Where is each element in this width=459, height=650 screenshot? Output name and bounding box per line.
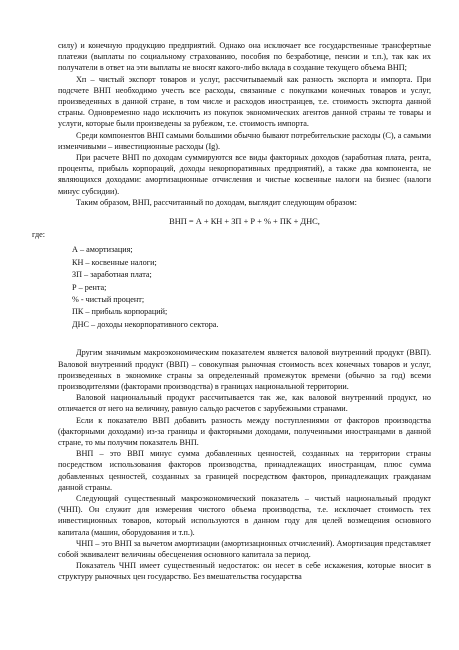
paragraph-thus: Таким образом, ВНП, рассчитанный по доходам, выглядит следующим образом: <box>76 197 357 207</box>
definition-item: % - чистый процент; <box>72 295 145 305</box>
paragraph-nnp-drawback: Показатель ЧНП имеет существенный недостаток: он несет в себе искажения, которые вносит в структуру рыночных цен государство. Без вмешательства государства <box>58 561 431 582</box>
definition-item: ПК – прибыль корпораций; <box>72 307 168 317</box>
definition-item: Р – рента; <box>72 282 107 292</box>
definition-item: ДНС – доходы некорпоративного сектора. <box>72 319 219 329</box>
where-label: где: <box>32 230 46 240</box>
paragraph-nnp: Следующий существенный макроэкономический показатель – чистый национальный продукт (ЧНП). Он служит для измерения чистого объема производства, т.е. исключает стоимость тех инвестиционных товаров, который используются в данном году для целей возмещения основного капитала (машин, оборудования и т.п.). <box>58 493 431 537</box>
paragraph-gnp-definition: ВНП – это ВВП минус сумма добавленных ценностей, созданных на территории страны посредством использования факторов производства, принадлежащих иностранцам, плюс сумма добавленных ценностей, созданных за границей посредством факторов, принадлежащих гражданам данной страны. <box>58 449 431 492</box>
paragraph-components: Среди компонентов ВНП самыми большими обычно бывают потребительские расходы (С), а самыми изменчивыми – инвестиционные расходы (Ig). <box>58 130 431 151</box>
paragraph-income-method: При расчете ВНП по доходам суммируются все виды факторных доходов (заработная плата, рента, проценты, прибыль корпораций, доходы некорпоративных предприятий), а также два компонента, не являющихся доходами: амортизационные отчисления и чистые косвенные налоги на бизнес (налоги минус субсидии). <box>58 153 431 196</box>
paragraph-nnp-amortization: ЧНП – это ВНП за вычетом амортизации (амортизационных отчислений). Амортизация представляет собой эквивалент величины обесценения основного капитала за период. <box>58 538 431 559</box>
paragraph-gdp: Другим значимым макроэкономическим показателем является валовой внутренний продукт (ВВП). Валовой внутренний продукт (ВВП) – совокупная рыночная стоимость всех конечных товаров и услуг, произведенных в экономике страны за определенный промежуток времени (обычно за год) всеми производителями (факторами производства) в границах национальной территории. <box>58 348 431 391</box>
definition-item: ЗП – заработная плата; <box>72 270 152 280</box>
definition-item: А – амортизация; <box>72 245 133 255</box>
paragraph-factor-income: Если к показателю ВВП добавить разность между поступлениями от факторов производства (факторными доходами) из-за границы и факторными доходами, полученными иностранцами в данной стране, то мы получим показатель ВНП. <box>58 415 431 447</box>
paragraph-continuation: силу) и конечную продукцию предприятий. Однако она исключает все государственные трансфертные платежи (выплаты по социальному страхованию, пособия по безработице, пенсии и т.п.), так как их получатели в ответ на эти выплаты не вносят какого-либо вклада в создание текущего объема ВНП; <box>58 41 431 73</box>
definition-item: КН – косвенные налоги; <box>72 257 157 267</box>
definitions-list <box>72 244 431 331</box>
paragraph-net-export: Хп – чистый экспорт товаров и услуг, рассчитываемый как разность экспорта и импорта. При подсчете ВНП необходимо учесть все расходы, связанные с покупками конечных товаров и услуг, произведенных в данной стране, в том числе и расходов иностранцев, т.е. стоимость экспорта данной страны. Одновременно надо исключить из покупок экономических агентов данной страны те товары и услуги, которые были произведены за рубежом, т.е. стоимость импорта. <box>58 74 431 129</box>
gnp-formula: ВНП = А + КН + ЗП + Р + % + ПК + ДНС, <box>169 217 320 227</box>
paragraph-gnp-vs-gdp: Валовой национальный продукт рассчитывается так же, как валовой внутренний продукт, но отличается от него на величину, равную сальдо расчетов с зарубежными странами. <box>58 393 431 414</box>
